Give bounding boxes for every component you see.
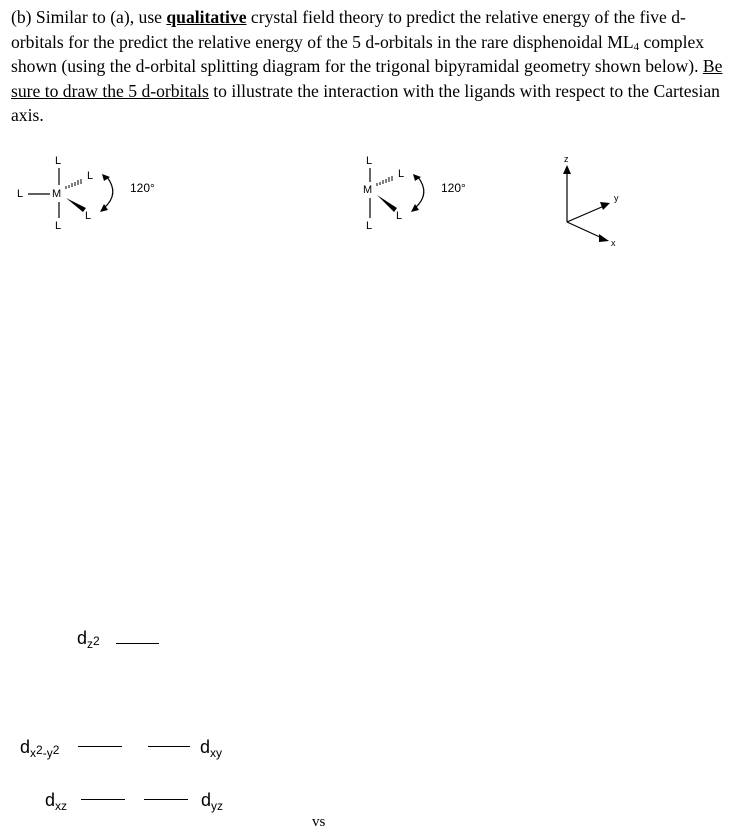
- ligand-bottom: L: [366, 220, 373, 232]
- ligand-top: L: [55, 155, 62, 167]
- x-arrowhead: [599, 234, 609, 242]
- orbital-dyz-label: $d_{yz}$: [201, 790, 224, 813]
- ligand-bottom: L: [55, 220, 62, 232]
- ligand-wedge: L: [85, 210, 92, 222]
- orbital-dxy-label: $d_{xy}$: [200, 737, 223, 760]
- question-text: (b) Similar to (a), use qualitative crystal field theory to predict the relative energy of the five d-orbitals for the predict the relative energy of the 5 d-orbitals in the rare disphenoidal $ML_4$ complex shown (using the d-orbital splitting diagram for the trigonal bipyramidal geometry shown below). Be sure to draw the 5 d-orbitals to illustrate the interaction with the ligands with respect to the Cartesian axis.: [11, 7, 723, 125]
- axis-y-label: y: [614, 193, 619, 203]
- vs-label: vs: [312, 814, 326, 830]
- x-axis: [567, 222, 602, 238]
- orbital-dxz-label: $d_{xz}$: [45, 790, 68, 813]
- orbital-dxy-level: [148, 746, 190, 747]
- axis-z-label: z: [564, 154, 569, 164]
- ligand-wedge: L: [396, 210, 403, 222]
- metal-atom: M: [363, 184, 373, 196]
- y-axis: [567, 206, 604, 222]
- ligand-top: L: [366, 155, 373, 167]
- wedge-bond: [377, 195, 397, 212]
- structure-disphenoidal-bonds: [310, 150, 460, 240]
- y-arrowhead: [600, 202, 610, 210]
- angle-label: 120°: [441, 181, 466, 195]
- metal-atom: M: [52, 188, 62, 200]
- orbital-dx2y2-label: $d_x2_{-y}2$: [20, 737, 60, 760]
- ligand-hash: L: [87, 170, 94, 182]
- angle-arc: [104, 177, 113, 208]
- qualitative-emphasis: qualitative: [166, 7, 247, 27]
- orbital-dx2y2-level: [78, 746, 122, 747]
- orbital-dz2-label: $d_z2$: [77, 628, 100, 651]
- orbital-dz2-level: [116, 643, 159, 644]
- hash-bond: [377, 176, 392, 186]
- structure-tbp-bonds: [0, 150, 140, 240]
- angle-label: 120°: [130, 181, 155, 195]
- hash-bond: [66, 179, 81, 189]
- axis-x-label: x: [611, 238, 616, 248]
- instruction-underlined: Be sure to draw the 5 d-orbitals: [11, 56, 723, 101]
- wedge-bond: [66, 198, 86, 212]
- ligand-left: L: [17, 188, 24, 200]
- orbital-dyz-level: [144, 799, 188, 800]
- z-arrowhead: [563, 165, 571, 174]
- orbital-dxz-level: [81, 799, 125, 800]
- ligand-hash: L: [398, 168, 405, 180]
- axes-drawing: [550, 160, 620, 250]
- angle-arc: [415, 177, 424, 208]
